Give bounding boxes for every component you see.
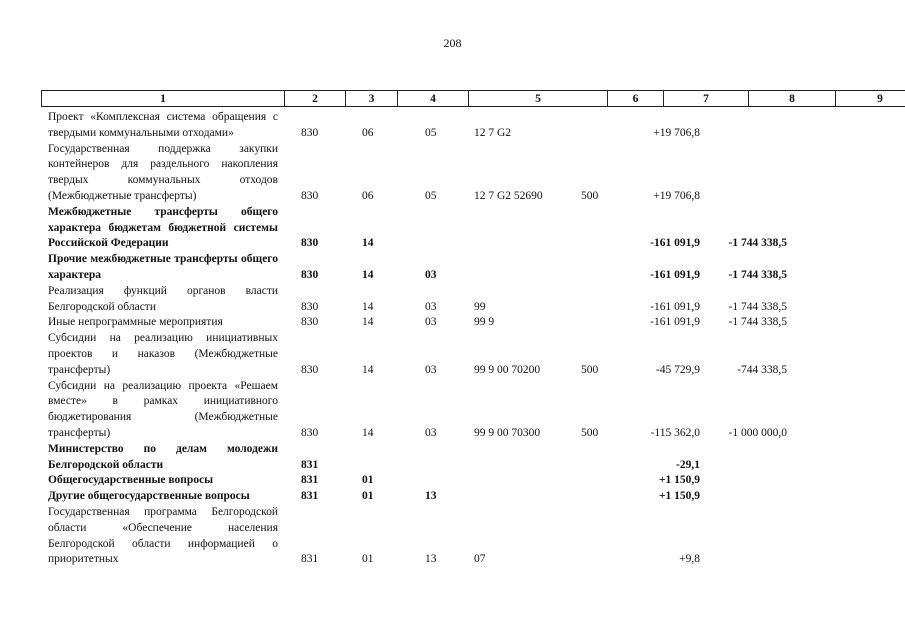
row-col-7: +19 706,8 xyxy=(653,189,700,202)
table-header xyxy=(41,90,905,107)
row-col-4: 13 xyxy=(425,490,437,503)
header-col-1: 1 xyxy=(42,91,285,106)
row-name: Проект «Комплексная система обращения с твердыми коммунальными отходами» xyxy=(48,111,278,139)
header-col-2: 2 xyxy=(285,91,346,106)
table-row xyxy=(0,442,905,474)
row-name: Реализация функций органов власти Белгородской области xyxy=(48,284,278,313)
row-col-5: 99 9 00 70300 xyxy=(474,426,541,439)
header-col-5: 5 xyxy=(469,91,608,106)
row-col-7: +19 706,8 xyxy=(653,126,700,139)
table-row xyxy=(0,489,905,505)
row-name: Министерство по делам молодежи Белгородской области xyxy=(48,442,278,471)
row-col-3: 14 xyxy=(362,363,374,376)
table-row xyxy=(0,284,905,316)
row-col-4: 13 xyxy=(425,553,437,566)
row-col-7: -161 091,9 xyxy=(650,237,700,250)
row-col-4: 03 xyxy=(425,363,437,376)
table-row xyxy=(0,252,905,284)
table-row xyxy=(0,110,905,142)
row-col-4: 03 xyxy=(425,426,437,439)
row-col-7: -45 729,9 xyxy=(655,363,700,376)
row-col-3: 14 xyxy=(362,237,374,250)
header-col-9: 9 xyxy=(877,93,883,105)
row-col-8: -1 744 338,5 xyxy=(728,316,787,329)
row-name: Субсидии на реализацию инициативных проектов и наказов (Межбюджетные трансферты) xyxy=(48,332,278,376)
row-col-4: 03 xyxy=(425,300,437,313)
table-row xyxy=(0,205,905,252)
row-col-2: 830 xyxy=(301,363,319,376)
table-body xyxy=(0,110,905,568)
row-col-2: 831 xyxy=(301,458,319,471)
row-col-7: +9,8 xyxy=(679,553,700,566)
header-col-8: 8 xyxy=(749,91,836,106)
row-name: Государственная программа Белгородской области «Обеспечение населения Белгородской области информацией о приоритетных xyxy=(48,505,278,566)
row-col-2: 830 xyxy=(301,126,319,139)
row-col-5: 12 7 G2 52690 xyxy=(474,189,543,202)
row-col-3: 01 xyxy=(362,474,374,487)
row-col-4: 03 xyxy=(425,268,437,281)
row-name: Межбюджетные трансферты общего характера бюджетам бюджетной системы Российской Федерации xyxy=(48,205,278,250)
row-col-5: 99 xyxy=(474,300,486,313)
row-col-3: 14 xyxy=(362,426,374,439)
row-col-2: 830 xyxy=(301,268,319,281)
header-col-6: 6 xyxy=(608,91,664,106)
row-col-5: 12 7 G2 xyxy=(474,126,512,139)
row-col-8: -1 744 338,5 xyxy=(728,237,787,250)
header-col-3: 3 xyxy=(346,91,398,106)
row-name: Государственная поддержка закупки контейнеров для раздельного накопления твердых коммунальных отходов (Межбюджетные трансферты) xyxy=(48,142,278,202)
row-col-7: +1 150,9 xyxy=(658,490,700,503)
row-col-8: -1 744 338,5 xyxy=(728,300,787,313)
table-row xyxy=(0,505,905,568)
row-col-3: 14 xyxy=(362,316,374,329)
row-col-8: -744 338,5 xyxy=(737,363,787,376)
row-col-8: -1 000 000,0 xyxy=(728,426,787,439)
row-col-8: -1 744 338,5 xyxy=(728,268,787,281)
row-col-3: 01 xyxy=(362,490,374,503)
row-col-7: -161 091,9 xyxy=(650,300,700,313)
row-col-7: -29,1 xyxy=(676,458,700,471)
row-col-2: 831 xyxy=(301,490,319,503)
row-col-5: 99 9 xyxy=(474,316,495,329)
row-col-7: -115 362,0 xyxy=(650,426,700,439)
page-number: 208 xyxy=(443,36,462,50)
table-row xyxy=(0,473,905,489)
row-col-6: 500 xyxy=(581,189,599,202)
row-col-6: 500 xyxy=(581,426,599,439)
row-col-3: 01 xyxy=(362,553,374,566)
row-col-2: 830 xyxy=(301,300,319,313)
row-col-3: 06 xyxy=(362,189,374,202)
row-col-3: 06 xyxy=(362,126,374,139)
row-col-4: 05 xyxy=(425,126,437,139)
row-col-6: 500 xyxy=(581,363,599,376)
row-col-7: -161 091,9 xyxy=(650,268,700,281)
row-name: Общегосударственные вопросы xyxy=(48,474,214,487)
row-col-5: 99 9 00 70200 xyxy=(474,363,541,376)
table-row xyxy=(0,142,905,205)
table-row xyxy=(0,331,905,378)
row-col-2: 830 xyxy=(301,237,319,250)
row-col-2: 831 xyxy=(301,474,319,487)
row-col-2: 831 xyxy=(301,553,319,566)
row-col-2: 830 xyxy=(301,426,319,439)
table-row xyxy=(0,379,905,442)
table-row xyxy=(0,315,905,331)
row-col-7: -161 091,9 xyxy=(650,316,700,329)
row-col-4: 03 xyxy=(425,316,437,329)
row-name: Другие общегосударственные вопросы xyxy=(48,490,250,503)
row-col-5: 07 xyxy=(474,553,486,566)
row-col-3: 14 xyxy=(362,300,374,313)
row-col-3: 14 xyxy=(362,268,374,281)
row-col-7: +1 150,9 xyxy=(658,474,700,487)
row-name: Субсидии на реализацию проекта «Решаем вместе» в рамках инициативного бюджетирования (Межбюджетные трансферты) xyxy=(48,379,278,439)
row-name: Иные непрограммные мероприятия xyxy=(48,316,223,329)
row-col-2: 830 xyxy=(301,189,319,202)
header-col-7: 7 xyxy=(664,91,749,106)
row-col-4: 05 xyxy=(425,189,437,202)
row-name: Прочие межбюджетные трансферты общего характера xyxy=(48,253,278,281)
row-col-2: 830 xyxy=(301,316,319,329)
header-col-4: 4 xyxy=(398,91,469,106)
